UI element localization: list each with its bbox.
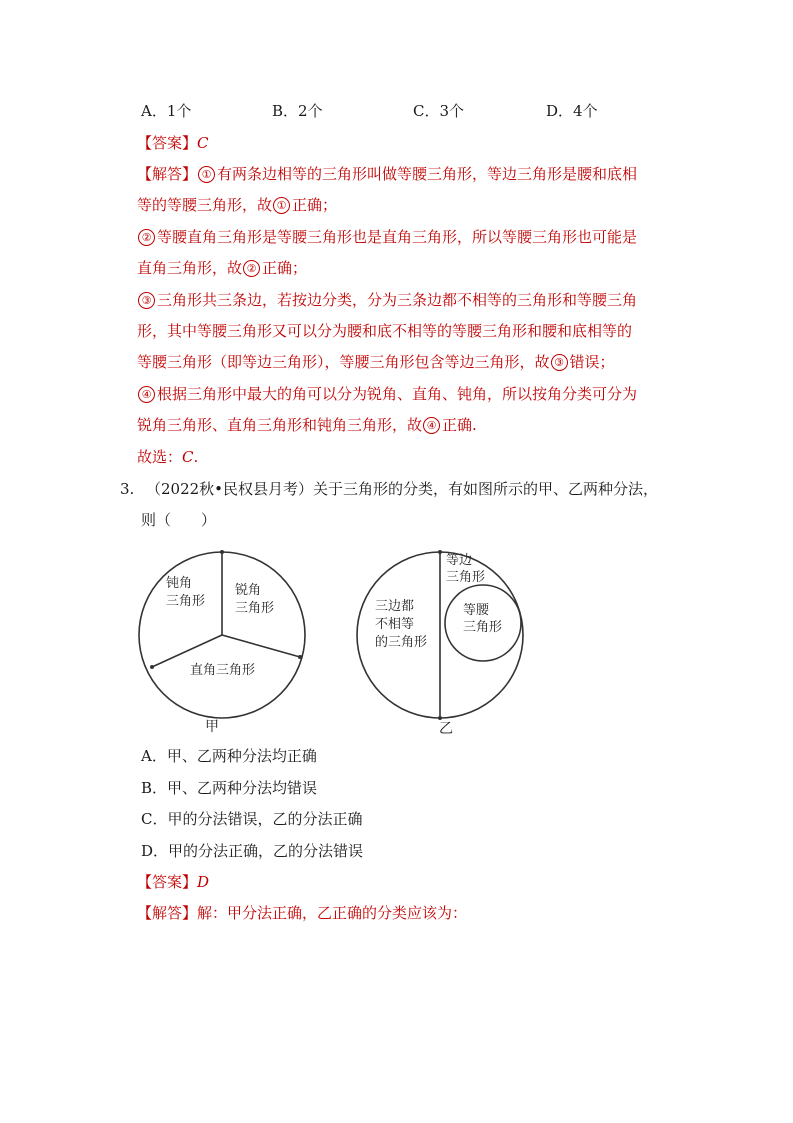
yi-label-equilateral-1: 等边 <box>446 553 473 568</box>
q3-answer-tag: 【答案】 <box>137 873 198 891</box>
q3-solution-line <box>137 903 467 923</box>
q3-answer-value: D <box>197 873 210 891</box>
q2-option-d: D．4个 <box>546 102 598 120</box>
q2-solution-line-1 <box>137 164 637 184</box>
q2-p4-text-b-pre: 锐角三角形、直角三角形和钝角三角形，故 <box>137 416 423 434</box>
q2-answer-value: C <box>197 134 209 152</box>
q2-p2-text-b-pre: 直角三角形，故 <box>137 259 243 277</box>
jia-label-acute-2: 三角形 <box>235 601 275 616</box>
q3-option-b: B．甲、乙两种分法均错误 <box>141 779 318 797</box>
q2-solution-line-2 <box>137 195 337 215</box>
marker-1-icon: ① <box>273 197 290 214</box>
q2-p3-text-a: 三角形共三条边，若按边分类，分为三条边都不相等的三角形和等腰三角 <box>157 291 638 309</box>
q2-solution-line-9 <box>137 415 477 435</box>
q3-stem-line-1: （2022秋•民权县月考）关于三角形的分类，有如图所示的甲、乙两种分法， <box>146 480 659 498</box>
marker-3-icon: ③ <box>551 354 568 371</box>
figure-jia <box>139 550 305 735</box>
q3-option-d: D．甲的分法正确，乙的分法错误 <box>141 842 364 860</box>
q2-p3-text-b: 形，其中等腰三角形又可以分为腰和底不相等的等腰三角形和腰和底相等的 <box>137 322 633 340</box>
q2-conclusion-pre: 故选： <box>137 448 183 466</box>
q3-option-a: A．甲、乙两种分法均正确 <box>141 747 317 765</box>
jia-label-obtuse-2: 三角形 <box>166 594 206 609</box>
yi-point-top <box>438 550 442 554</box>
yi-label-scalene-2: 不相等 <box>375 617 415 632</box>
marker-2-icon: ② <box>243 260 260 277</box>
q2-p1-text-b-pre: 等的等腰三角形，故 <box>137 196 273 214</box>
q2-option-b: B．2个 <box>272 102 323 120</box>
marker-2-icon: ② <box>138 229 155 246</box>
q2-answer-line <box>137 133 209 153</box>
q3-answer-line <box>137 872 209 892</box>
jia-caption: 甲 <box>205 719 219 735</box>
q2-conclusion-value: C <box>182 448 194 466</box>
jia-label-right: 直角三角形 <box>190 663 256 678</box>
yi-point-bottom <box>438 716 442 720</box>
q2-solution-line-3 <box>137 227 637 247</box>
q2-solution-line-4 <box>137 258 307 278</box>
q2-solution-line-8 <box>137 384 637 404</box>
yi-label-equilateral-2: 三角形 <box>446 570 486 585</box>
yi-label-scalene-1: 三边都 <box>375 599 415 614</box>
q2-p2-text-b-post: 正确； <box>262 259 308 277</box>
q2-p1-text-b-post: 正确； <box>292 196 338 214</box>
marker-1-icon: ① <box>198 166 215 183</box>
yi-label-isosceles-2: 三角形 <box>463 620 503 635</box>
marker-4-icon: ④ <box>423 417 440 434</box>
yi-caption: 乙 <box>439 721 453 737</box>
q2-p1-text-a: 有两条边相等的三角形叫做等腰三角形，等边三角形是腰和底相 <box>217 165 638 183</box>
jia-point-right <box>298 655 302 659</box>
q2-conclusion <box>137 447 198 467</box>
q2-p4-text-b-post: 正确. <box>442 416 477 434</box>
q2-solution-line-7 <box>137 352 615 372</box>
q2-p4-text-a: 根据三角形中最大的角可以分为锐角、直角、钝角，所以按角分类可分为 <box>157 385 638 403</box>
figure-yi <box>357 550 523 737</box>
yi-label-scalene-3: 的三角形 <box>375 635 428 650</box>
q3-number: 3. <box>120 480 135 498</box>
q2-p3-text-c-post: 错误； <box>569 353 615 371</box>
jia-point-left <box>150 665 154 669</box>
q3-solution-text: 解：甲分法正确，乙正确的分类应该为： <box>197 904 468 922</box>
jia-divider-right <box>222 635 300 657</box>
marker-4-icon: ④ <box>138 386 155 403</box>
q2-p2-text-a: 等腰直角三角形是等腰三角形也是直角三角形，所以等腰三角形也可能是 <box>157 228 638 246</box>
q3-stem-line-2: 则（ ） <box>141 511 217 529</box>
q3-figure <box>130 535 530 745</box>
q2-answer-tag: 【答案】 <box>137 134 198 152</box>
q3-solution-tag: 【解答】 <box>137 904 198 922</box>
q2-solution-line-6 <box>137 321 632 341</box>
q3-option-c: C．甲的分法错误，乙的分法正确 <box>141 810 363 828</box>
q2-solution-line-5 <box>137 290 637 310</box>
marker-3-icon: ③ <box>138 292 155 309</box>
jia-label-acute-1: 锐角 <box>235 583 262 598</box>
q2-solution-tag: 【解答】 <box>137 165 198 183</box>
q2-p3-text-c-pre: 等腰三角形（即等边三角形），等腰三角形包含等边三角形，故 <box>137 353 550 371</box>
jia-label-obtuse-1: 钝角 <box>166 576 193 591</box>
jia-point-top <box>220 550 224 554</box>
q2-option-c: C．3个 <box>413 102 465 120</box>
yi-label-isosceles-1: 等腰 <box>463 603 490 618</box>
q2-option-a: A．1个 <box>141 102 192 120</box>
q2-conclusion-post: . <box>193 448 199 466</box>
